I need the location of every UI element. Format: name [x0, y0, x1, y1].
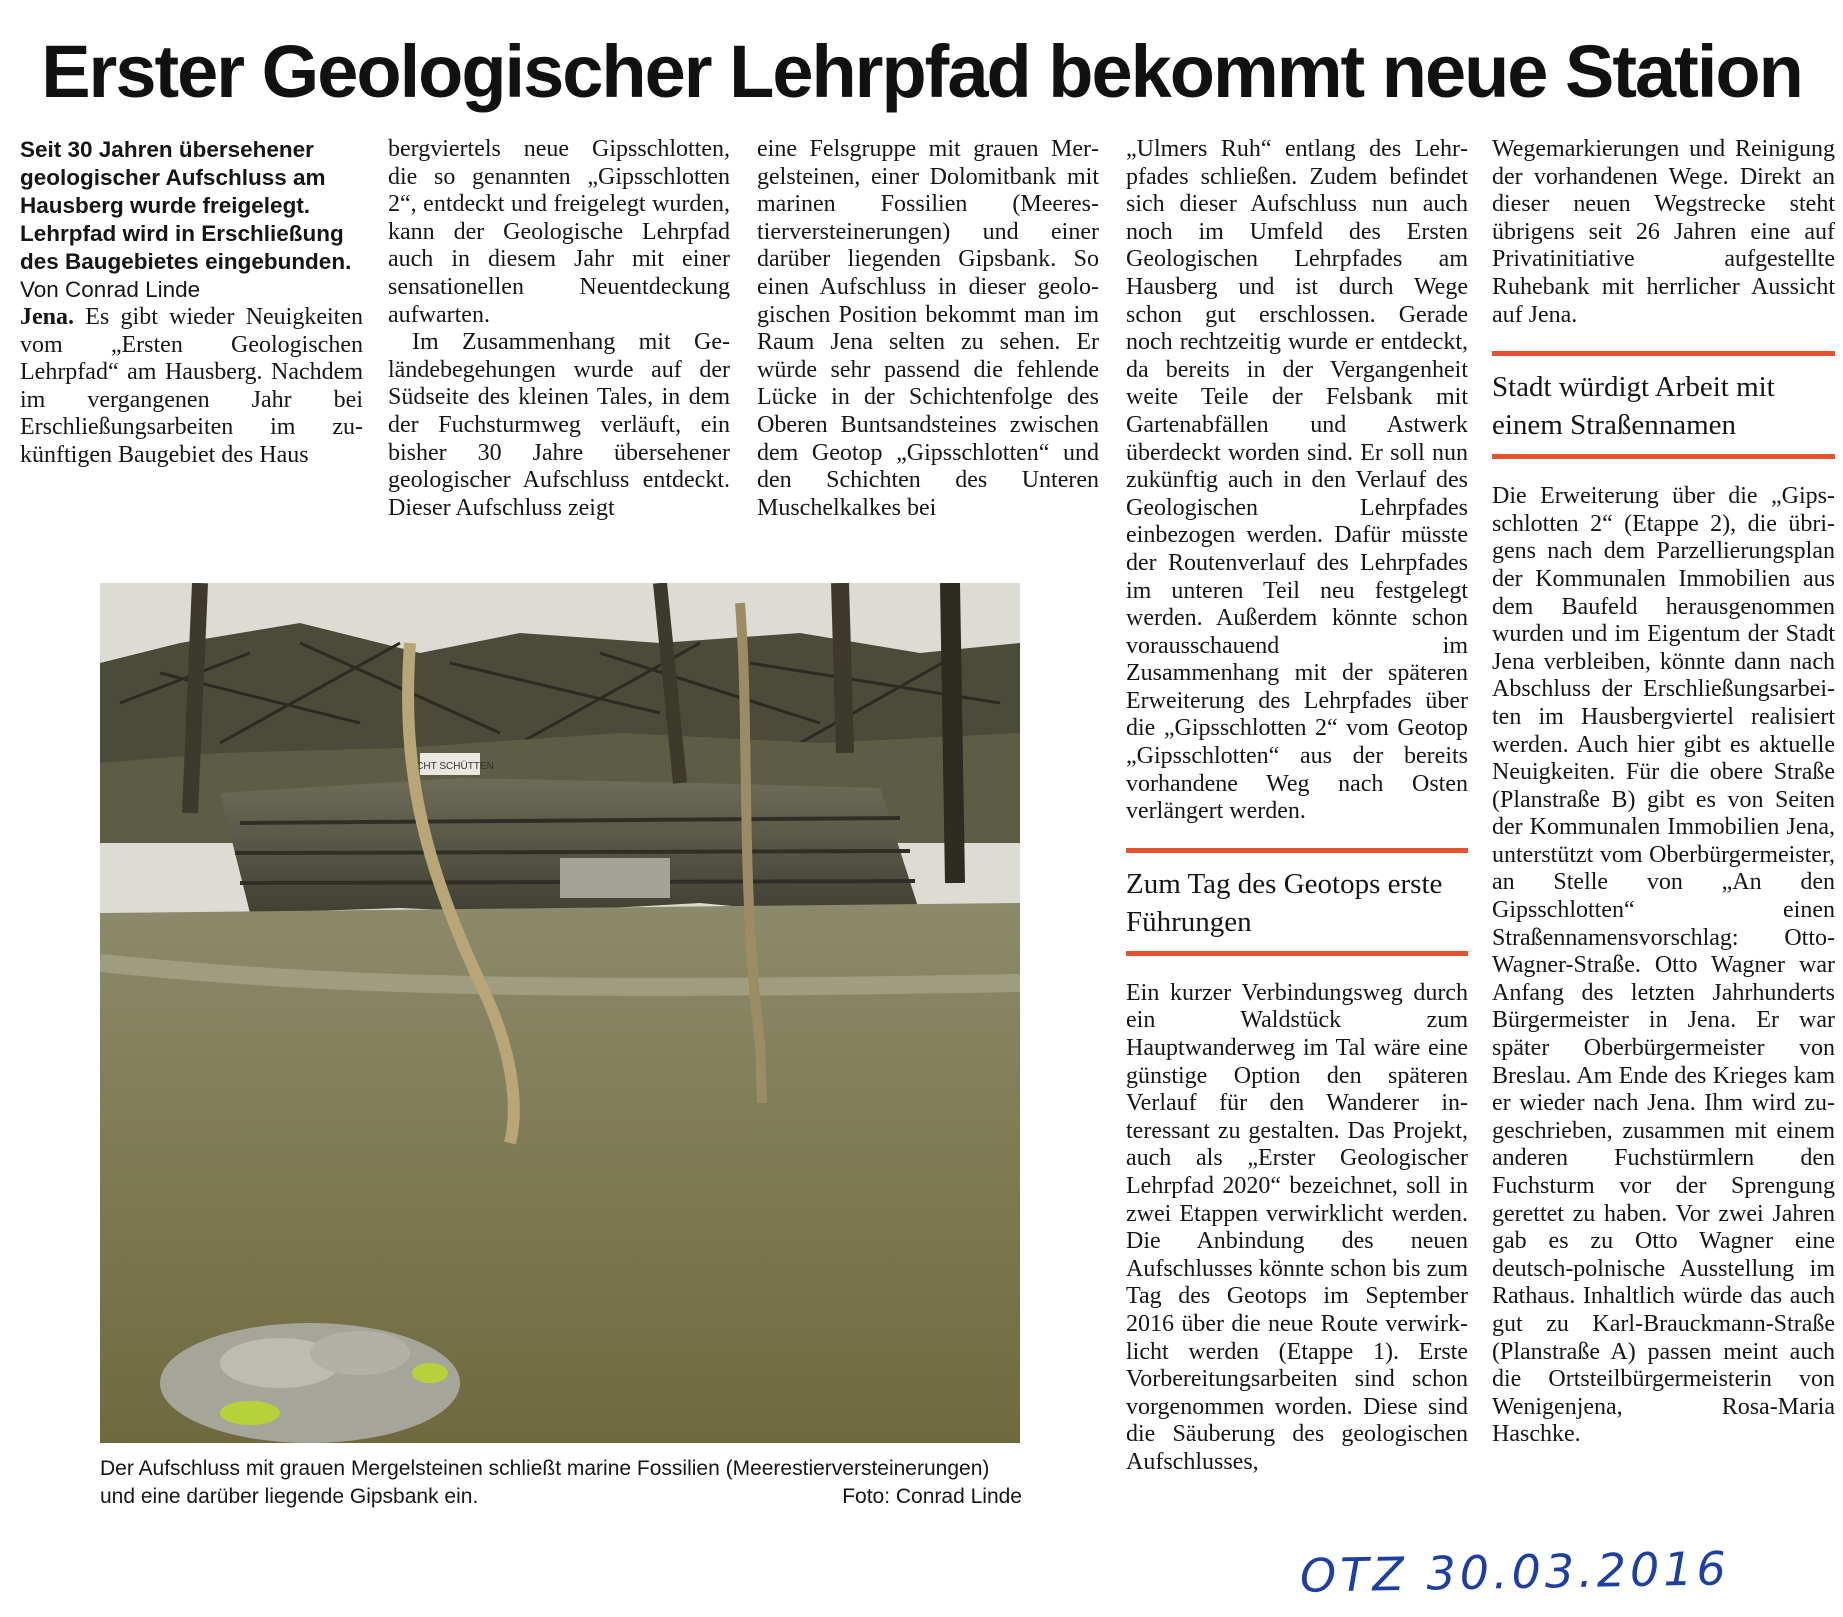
column-3 [757, 136, 1099, 522]
teaser: Seit 30 Jahren übersehener geologischer Aufschluss am Hausberg wurde freigelegt. Lehrpfad wird in Erschließung des Baugebietes eingebunden. [20, 137, 352, 274]
caption-text: Der Aufschluss mit grauen Mergelsteinen schließt marine Fossilien (Meerestierversteinerungen) und eine darüber liegende Gipsbank ein. [100, 1457, 990, 1508]
subhead-geotop-tag: Zum Tag des Geotops erste Führungen [1126, 848, 1468, 956]
column-1 [20, 136, 363, 470]
intro-text: Es gibt wieder Neuigkeiten vom „Ersten Geologischen Lehrpfad“ am Hausberg. Nachdem im vergangenen Jahr bei Erschließungsarbeiten im zukünftigen Baugebiet des Haus [20, 304, 363, 468]
column-4 [1126, 136, 1468, 1477]
photo-rock-outcrop [100, 583, 1020, 1443]
column-3-text: eine Felsgruppe mit grauen Mergelsteinen, einer Dolomitbank mit marinen Fossilien (Meerestierversteinerungen) und einer darüber liegenden Gipsbank. So einen Aufschluss in dieser geologischen Position bekommt man im Raum Jena selten zu sehen. Er würde sehr passend die fehlende Lücke in der Schichtenfolge des Oberen Buntsandsteines zwischen dem Geotop „Gipsschlotten“ und den Schichten des Unteren Muschelkalkes bei [757, 136, 1099, 521]
dateline: Jena. [20, 304, 74, 330]
headline: Erster Geologischer Lehrpfad bekommt neue Station [41, 30, 1802, 113]
sign-text: NICHT SCHÜTTEN [406, 761, 494, 772]
subhead-strassenname: Stadt würdigt Arbeit mit einem Straßennamen [1492, 351, 1835, 459]
column-2 [388, 136, 730, 522]
author-byline: Von Conrad Linde [20, 277, 201, 302]
photo-caption [100, 1455, 1022, 1511]
column-1-text [20, 304, 363, 470]
column-5-text: Wegemarkierungen und Reinigung der vorhandenen Wege. Direkt an dieser neuen Wegstrecke steht übrigens seit 26 Jahren eine auf Privatinitiative aufgestellte Ruhebank mit herrlicher Aussicht auf Jena. [1492, 136, 1835, 328]
column-4-text: „Ulmers Ruh“ entlang des Lehrpfades schließen. Zudem befindet sich dieser Aufschluss nun auch noch im Umfeld des Ersten Geologischen Lehrpfades am Hausberg und ist durch Wege schon gut erschlossen. Gerade noch rechtzeitig wurde er entdeckt, da bereits in der Vergangenheit weite Teile der Felsbank mit Gartenabfällen und Astwerk überdeckt worden sind. Er soll nun zukünftig auch in den Verlauf des Geologischen Lehrpfades einbezogen werden. Dafür müsste der Routenverlauf des Lehrpfades im unteren Teil neu festgelegt werden. Außerdem könnte schon vorausschauend im Zusammenhang mit der späteren Erweiterung des Lehrpfades über die „Gipsschlotten 2“ vom Geotop „Gipsschlotten“ aus der bereits vorhandene Weg nach Osten verlängert werden. [1126, 136, 1468, 825]
column-5-text-2: Die Erweiterung über die „Gipsschlotten 2“ (Etappe 2), die übrigens nach dem Parzellierungsplan der Kommunalen Immobilien aus dem Baufeld herausgenommen wurden und im Eigentum der Stadt Jena verbleiben, könnte dann nach Abschluss der Erschließungsarbeiten im Hausbergviertel realisiert werden. Auch hier gibt es aktuelle Neuigkeiten. Für die obere Straße (Planstraße B) gibt es von Seiten der Kommunalen Immobilien Jena, unterstützt vom Oberbürgermeister, an Stelle von „An den Gipsschlotten“ einen Straßennamensvorschlag: Otto-Wagner-Straße. Otto Wagner war Anfang des letzten Jahrhunderts Bürgermeister in Jena. Er war später Oberbürgermeister von Breslau. Am Ende des Krieges kam er wieder nach Jena. Ihm wird zugeschrieben, zusammen mit einem anderen Fuchstürmlern den Fuchsturm vor der Sprengung gerettet zu haben. Vor zwei Jahren gab es zu Otto Wagner eine deutsch-polnische Ausstellung im Rathaus. Inhaltlich würde das auch gut zu Karl-Brauckmann-Straße (Planstraße A) passen meint auch die Ortsteilbürgermeisterin von Wenigenjena, Rosa-Maria Haschke. [1492, 483, 1835, 1448]
column-2-paragraph-2: Im Zusammenhang mit Geländebegehungen wurde auf der Südseite des kleinen Tales, in dem der Fuchsturmweg verläuft, ein bisher 30 Jahre übersehener geologischer Aufschluss entdeckt. Dieser Aufschluss zeigt [388, 329, 730, 521]
photo-credit: Foto: Conrad Linde [842, 1485, 1022, 1508]
handwritten-date-stamp: OTZ 30.03.2016 [1299, 1541, 1731, 1603]
column-5 [1492, 136, 1835, 1449]
column-2-paragraph-1: bergviertels neue Gipsschlotten, die so genannten „Gipsschlotten 2“, entdeckt und freigelegt wurden, kann der Geologische Lehrpfad auch in diesem Jahr mit einer sensationellen Neuentdeckung aufwarten. [388, 136, 730, 328]
column-4-text-2: Ein kurzer Verbindungsweg durch ein Waldstück zum Hauptwanderweg im Tal wäre eine günstige Option den späteren Verlauf für den Wanderer interessant zu gestalten. Das Projekt, auch als „Erster Geologischer Lehrpfad 2020“ bezeichnet, soll in zwei Etappen verwirklicht werden. Die Anbindung des neuen Aufschlusses könnte schon bis zum Tag des Geotops im September 2016 über die neue Route verwirklicht werden (Etappe 1). Erste Vorbereitungsarbeiten sind schon vorgenommen worden. Diese sind die Säuberung des geologischen Aufschlusses, [1126, 979, 1468, 1475]
photo-illustration [100, 583, 1020, 1443]
